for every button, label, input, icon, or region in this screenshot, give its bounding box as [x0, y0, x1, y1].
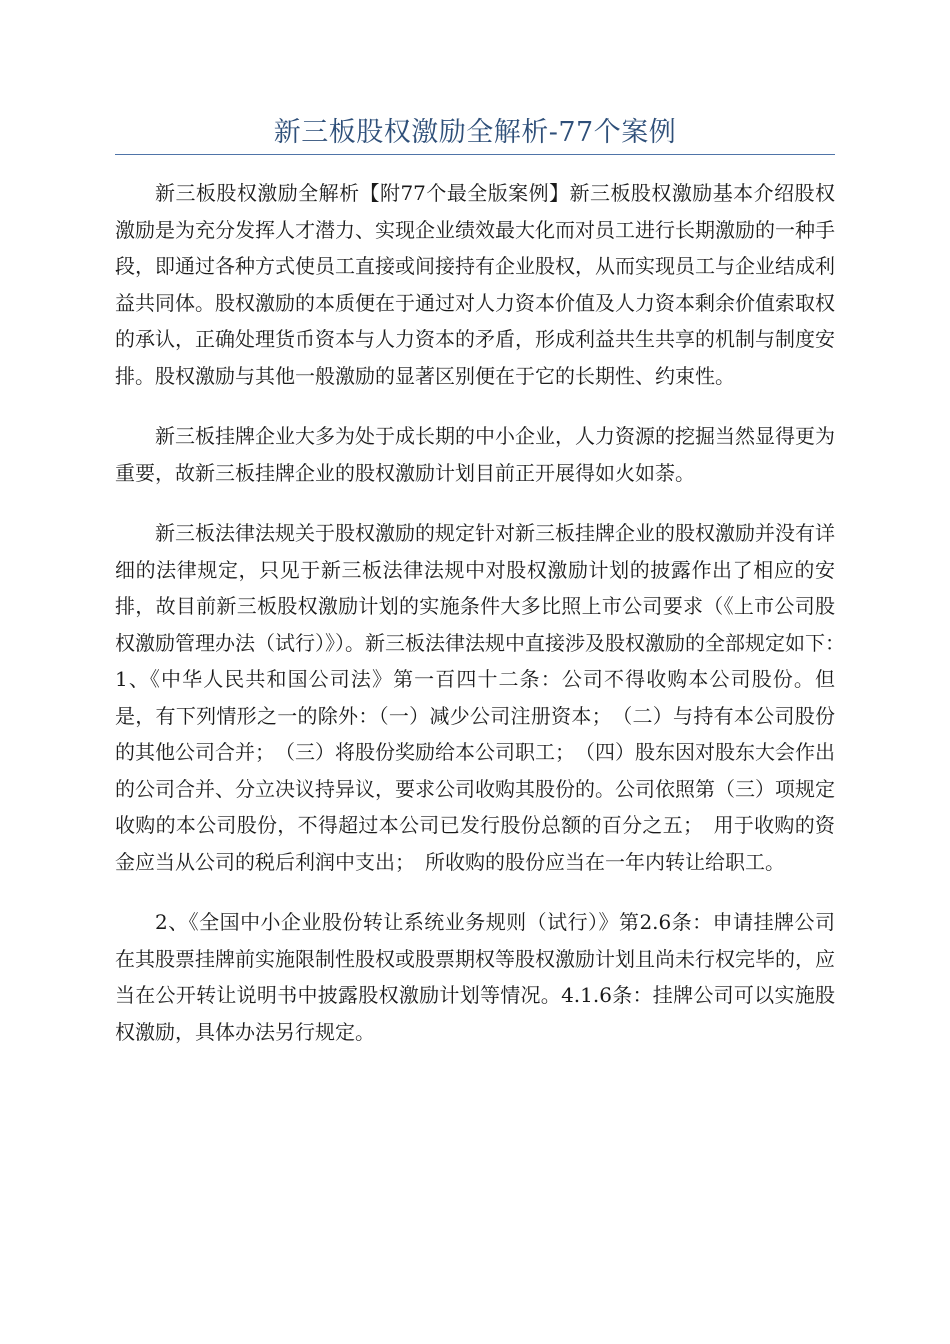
document-title: 新三板股权激励全解析-77个案例: [273, 117, 677, 148]
document-body: [115, 175, 855, 1074]
paragraph-business-rules: 2、《全国中小企业股份转让系统业务规则（试行）》第2.6条：申请挂牌公司在其股票挂牌前实施限制性股权或股票期权等股权激励计划且尚未行权完毕的，应当在公开转让说明书中披露股权激励计划等情况。4.1.6条：挂牌公司可以实施股权激励，具体办法另行规定。: [115, 910, 835, 1044]
paragraph-legal-rules: 新三板法律法规关于股权激励的规定针对新三板挂牌企业的股权激励并没有详细的法律规定，只见于新三板法律法规中对股权激励计划的披露作出了相应的安排，故目前新三板股权激励计划的实施条件大多比照上市公司要求（《上市公司股权激励管理办法（试行）》）。新三板法律法规中直接涉及股权激励的全部规定如下： 1、《中华人民共和国公司法》第一百四十二条：公司不得收购本公司股份。但是，有下列情形之一的除外：（一）减少公司注册资本； （二）与持有本公司股份的其他公司合并； （三）将股份奖励给本公司职工； （四）股东因对股东大会作出的公司合并、分立决议持异议，要求公司收购其股份的。公司依照第（三）项规定收购的本公司股份，不得超过本公司已发行股份总额的百分之五； 用于收购的资金应当从公司的税后利润中支出； 所收购的股份应当在一年内转让给职工。: [115, 521, 855, 874]
title-underline: [115, 154, 835, 155]
paragraph-growth-stage: 新三板挂牌企业大多为处于成长期的中小企业，人力资源的挖掘当然显得更为重要，故新三板挂牌企业的股权激励计划目前正开展得如火如荼。: [115, 424, 835, 485]
paragraph-intro: 新三板股权激励全解析【附77个最全版案例】新三板股权激励基本介绍股权激励是为充分发挥人才潜力、实现企业绩效最大化而对员工进行长期激励的一种手段，即通过各种方式使员工直接或间接持有企业股权，从而实现员工与企业结成利益共同体。股权激励的本质便在于通过对人力资本价值及人力资本剩余价值索取权的承认，正确处理货币资本与人力资本的矛盾，形成利益共生共享的机制与制度安排。股权激励与其他一般激励的显著区别便在于它的长期性、约束性。: [115, 181, 835, 388]
